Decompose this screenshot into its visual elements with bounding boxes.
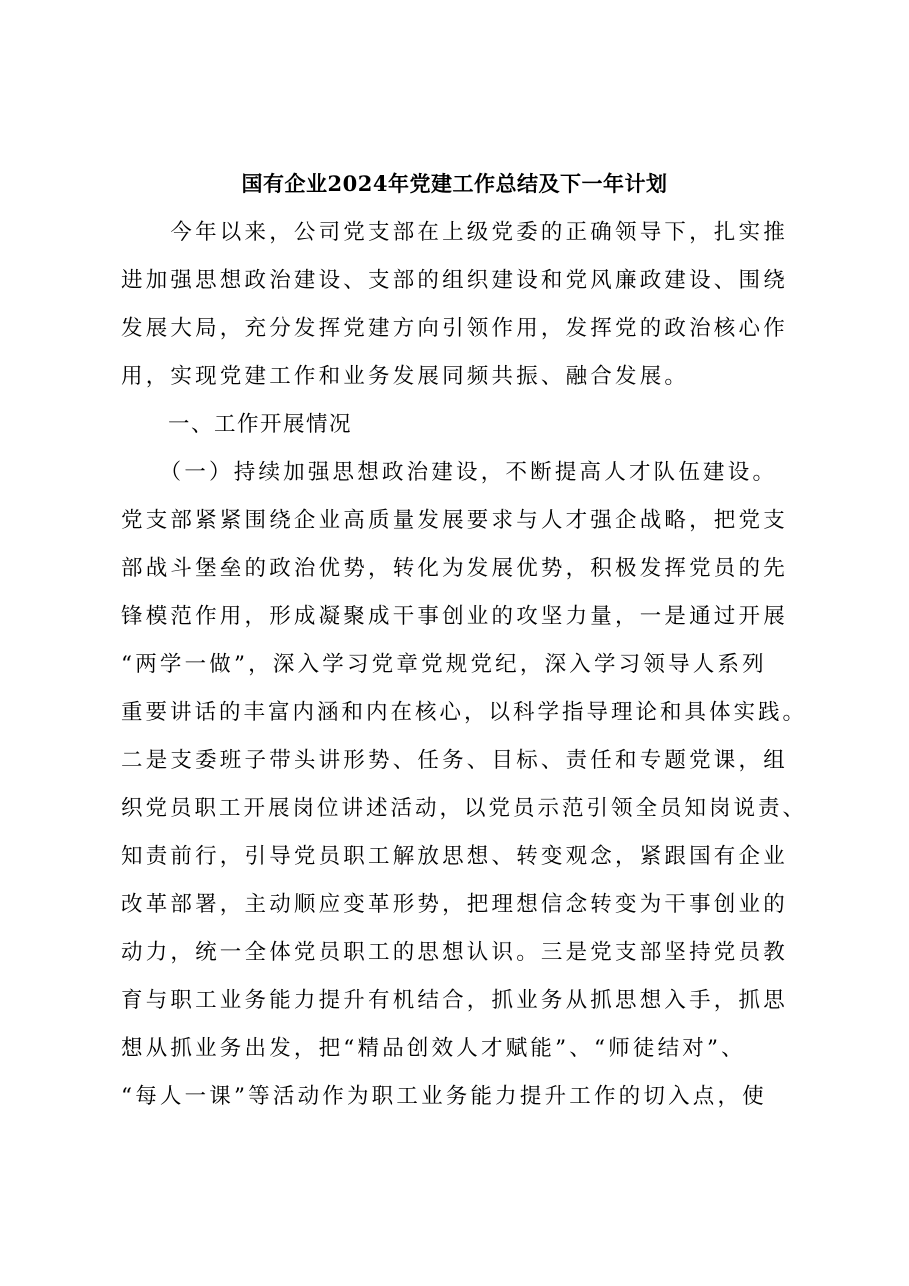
- body-line: （一）持续加强思想政治建设，不断提高人才队伍建设。: [121, 460, 778, 485]
- body-line: 重要讲话的丰富内涵和内在核心，以科学指导理论和具体实践。: [121, 700, 808, 725]
- body-line: 二是支委班子带头讲形势、任务、目标、责任和专题党课，组: [121, 748, 788, 773]
- body-line: 育与职工业务能力提升有机结合，抓业务从抓思想入手，抓思: [121, 988, 788, 1013]
- body-line: 想从抓业务出发，把“精品创效人才赋能”、“师徒结对”、: [121, 1036, 746, 1061]
- intro-line: 进加强思想政治建设、支部的组织建设和党风廉政建设、围绕: [121, 268, 788, 293]
- body-line: 知责前行，引导党员职工解放思想、转变观念，紧跟国有企业: [121, 844, 788, 869]
- intro-line: 用，实现党建工作和业务发展同频共振、融合发展。: [121, 364, 690, 389]
- body-line: 织党员职工开展岗位讲述活动，以党员示范引领全员知岗说责、: [121, 796, 808, 821]
- body-line: “两学一做”，深入学习党章党规党纪，深入学习领导人系列: [121, 652, 767, 677]
- document-title: 国有企业2024年党建工作总结及下一年计划: [241, 171, 668, 196]
- body-line: 党支部紧紧围绕企业高质量发展要求与人才强企战略，把党支: [121, 508, 788, 533]
- section-heading: 一、工作开展情况: [168, 412, 353, 437]
- body-line: 部战斗堡垒的政治优势，转化为发展优势，积极发挥党员的先: [121, 556, 788, 581]
- body-line: “每人一课”等活动作为职工业务能力提升工作的切入点，使: [121, 1084, 767, 1109]
- intro-line: 发展大局，充分发挥党建方向引领作用，发挥党的政治核心作: [121, 316, 788, 341]
- body-line: 动力，统一全体党员职工的思想认识。三是党支部坚持党员教: [121, 940, 788, 965]
- body-line: 锋模范作用，形成凝聚成干事创业的攻坚力量，一是通过开展: [121, 604, 788, 629]
- body-line: 改革部署，主动顺应变革形势，把理想信念转变为干事创业的: [121, 892, 788, 917]
- intro-line: 今年以来，公司党支部在上级党委的正确领导下，扎实推: [121, 220, 788, 245]
